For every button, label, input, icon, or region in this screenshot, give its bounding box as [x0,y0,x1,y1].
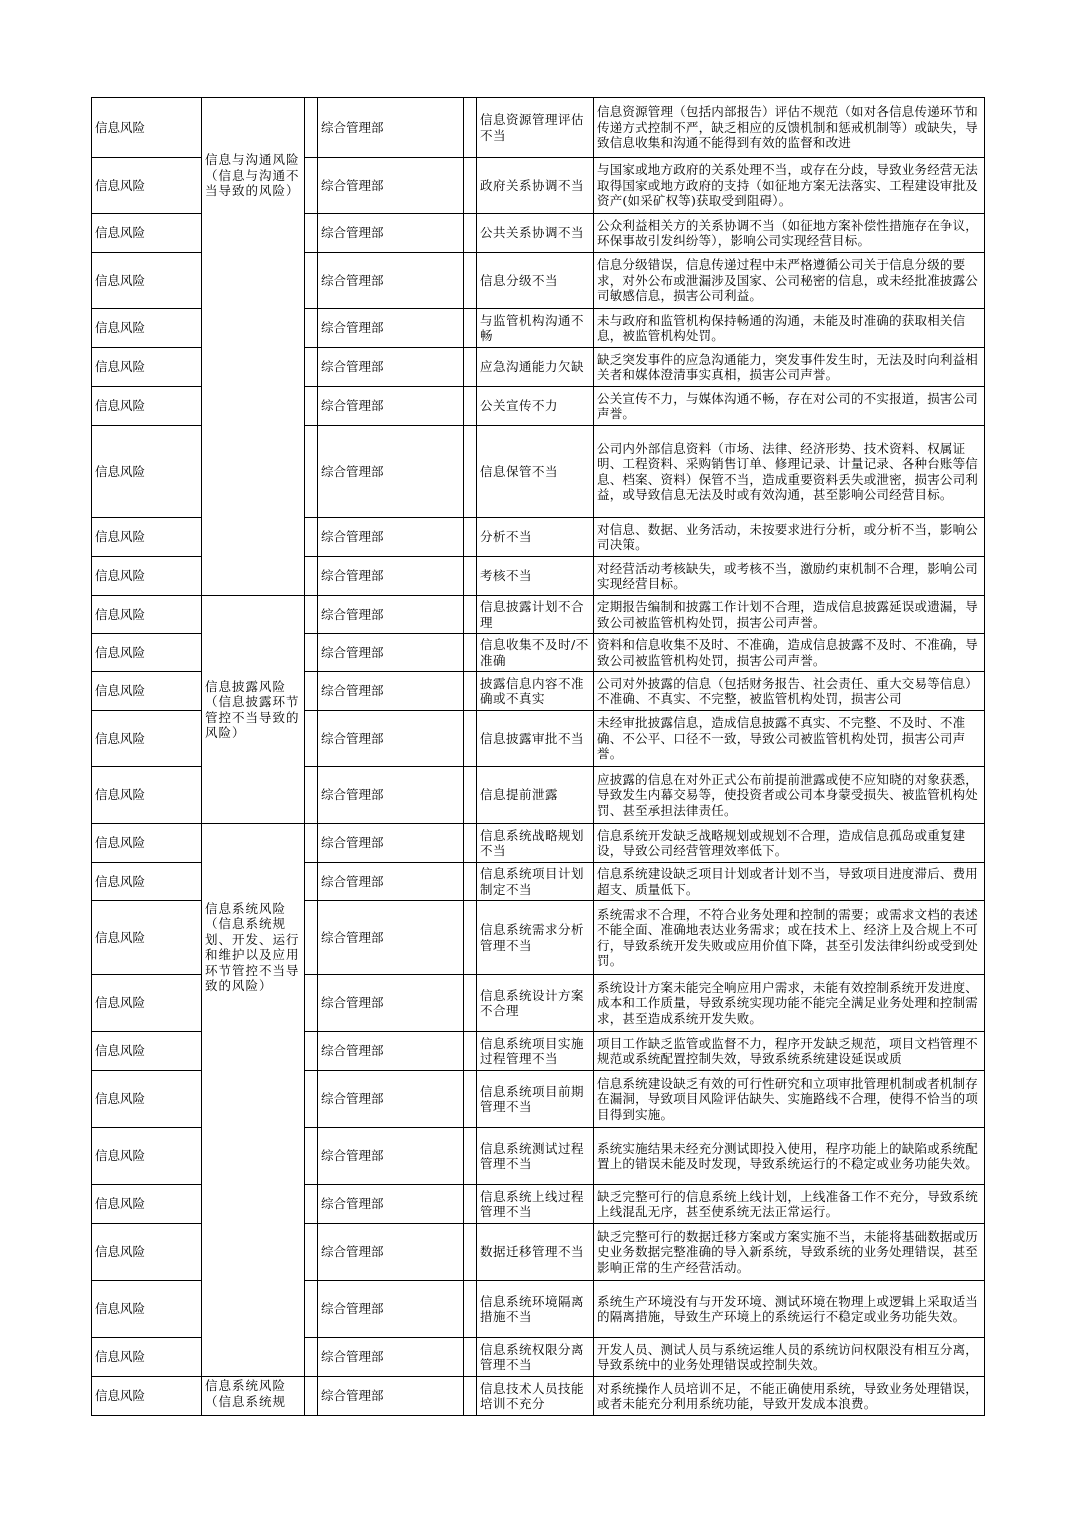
spacer-cell [464,1128,477,1185]
risk-category-cell: 信息风险 [92,309,202,348]
spacer-cell [464,634,477,672]
spacer-cell [464,518,477,557]
spacer-cell [464,596,477,634]
spacer-cell [464,1338,477,1377]
risk-category-cell: 信息风险 [92,634,202,672]
risk-item-cell: 信息提前泄露 [477,767,594,824]
risk-category-cell: 信息风险 [92,863,202,901]
spacer-cell [464,672,477,711]
risk-description-cell: 信息资源管理（包括内部报告）评估不规范（如对各信息传递环节和传递方式控制不严，缺乏相应的反馈机制和惩戒机制等）或缺失，导致信息收集和沟通不能得到有效的监督和改进 [594,98,985,158]
risk-category-cell: 信息风险 [92,1071,202,1128]
risk-item-cell: 披露信息内容不准确或不真实 [477,672,594,711]
risk-group-cell: 信息披露风险（信息披露环节管控不当导致的风险） [202,596,305,824]
spacer-cell [464,214,477,253]
risk-description-cell: 缺乏突发事件的应急沟通能力，突发事件发生时，无法及时向利益相关者和媒体澄清事实真相，损害公司声誉。 [594,348,985,387]
department-cell: 综合管理部 [318,557,464,596]
spacer-cell [464,1224,477,1281]
department-cell: 综合管理部 [318,1224,464,1281]
risk-item-cell: 信息披露计划不合理 [477,596,594,634]
spacer-cell [305,309,318,348]
department-cell: 综合管理部 [318,1338,464,1377]
risk-item-cell: 信息系统需求分析管理不当 [477,901,594,975]
risk-item-cell: 信息系统项目前期管理不当 [477,1071,594,1128]
spacer-cell [305,824,318,863]
table-row [92,596,985,634]
risk-item-cell: 数据迁移管理不当 [477,1224,594,1281]
department-cell: 综合管理部 [318,863,464,901]
department-cell: 综合管理部 [318,158,464,214]
risk-category-cell: 信息风险 [92,596,202,634]
spacer-cell [305,1338,318,1377]
table-row [92,1071,985,1128]
risk-category-cell: 信息风险 [92,348,202,387]
risk-description-cell: 未与政府和监管机构保持畅通的沟通，未能及时准确的获取相关信息，被监管机构处罚。 [594,309,985,348]
department-cell: 综合管理部 [318,824,464,863]
department-cell: 综合管理部 [318,98,464,158]
risk-category-cell: 信息风险 [92,1377,202,1416]
risk-item-cell: 公关宣传不力 [477,387,594,426]
department-cell: 综合管理部 [318,901,464,975]
spacer-cell [464,824,477,863]
risk-item-cell: 信息系统项目计划制定不当 [477,863,594,901]
spacer-cell [464,253,477,309]
spacer-cell [464,1071,477,1128]
risk-description-cell: 项目工作缺乏监管或监督不力，程序开发缺乏规范，项目文档管理不规范或系统配置控制失效，导致系统系统建设延误或质 [594,1032,985,1071]
spacer-cell [305,863,318,901]
risk-category-cell: 信息风险 [92,1128,202,1185]
spacer-cell [464,1032,477,1071]
risk-item-cell: 应急沟通能力欠缺 [477,348,594,387]
risk-category-cell: 信息风险 [92,1338,202,1377]
spacer-cell [464,711,477,767]
risk-category-cell: 信息风险 [92,214,202,253]
spacer-cell [305,98,318,158]
risk-item-cell: 信息系统测试过程管理不当 [477,1128,594,1185]
spacer-cell [305,387,318,426]
risk-item-cell: 信息收集不及时/不准确 [477,634,594,672]
risk-item-cell: 信息系统环境隔离措施不当 [477,1281,594,1338]
spacer-cell [464,767,477,824]
spacer-cell [305,518,318,557]
spacer-cell [305,1032,318,1071]
risk-item-cell: 信息系统设计方案不合理 [477,975,594,1032]
spacer-cell [464,863,477,901]
risk-category-cell: 信息风险 [92,824,202,863]
department-cell: 综合管理部 [318,634,464,672]
risk-category-cell: 信息风险 [92,158,202,214]
department-cell: 综合管理部 [318,348,464,387]
department-cell: 综合管理部 [318,518,464,557]
spacer-cell [305,975,318,1032]
spacer-cell [464,975,477,1032]
risk-category-cell: 信息风险 [92,672,202,711]
risk-description-cell: 定期报告编制和披露工作计划不合理，造成信息披露延误或遗漏，导致公司被监管机构处罚，损害公司声誉。 [594,596,985,634]
spacer-cell [305,348,318,387]
department-cell: 综合管理部 [318,711,464,767]
risk-group-cell [202,253,305,596]
risk-category-cell: 信息风险 [92,901,202,975]
risk-group-cell [202,1071,305,1377]
department-cell: 综合管理部 [318,253,464,309]
risk-description-cell: 信息系统开发缺乏战略规划或规划不合理，造成信息孤岛或重复建设，导致公司经营管理效率低下。 [594,824,985,863]
table-row [92,98,985,158]
spacer-cell [305,901,318,975]
department-cell: 综合管理部 [318,1377,464,1416]
department-cell: 综合管理部 [318,426,464,518]
department-cell: 综合管理部 [318,214,464,253]
department-cell: 综合管理部 [318,672,464,711]
risk-item-cell: 分析不当 [477,518,594,557]
risk-description-cell: 公司内外部信息资料（市场、法律、经济形势、技术资料、权属证明、工程资料、采购销售订单、修理记录、计量记录、各种台账等信息、档案、资料）保管不当，造成重要资料丢失或泄密，损害公司利益，或导致信息无法及时或有效沟通，甚至影响公司经营目标。 [594,426,985,518]
risk-description-cell: 公司对外披露的信息（包括财务报告、社会责任、重大交易等信息）不准确、不真实、不完整，被监管机构处罚，损害公司 [594,672,985,711]
department-cell: 综合管理部 [318,1185,464,1224]
spacer-cell [305,214,318,253]
spacer-cell [305,253,318,309]
risk-item-cell: 信息资源管理评估不当 [477,98,594,158]
risk-item-cell: 考核不当 [477,557,594,596]
department-cell: 综合管理部 [318,596,464,634]
risk-category-cell: 信息风险 [92,387,202,426]
risk-item-cell: 信息系统权限分离管理不当 [477,1338,594,1377]
risk-group-cell: 信息系统风险（信息系统规划、开发、运行和维护以及应用环节管控不当导致的风险） [202,824,305,1071]
risk-description-cell: 系统生产环境没有与开发环境、测试环境在物理上或逻辑上采取适当的隔离措施，导致生产环境上的系统运行不稳定或业务功能失效。 [594,1281,985,1338]
risk-item-cell: 政府关系协调不当 [477,158,594,214]
risk-description-cell: 对系统操作人员培训不足，不能正确使用系统，导致业务处理错误，或者未能充分利用系统功能，导致开发成本浪费。 [594,1377,985,1416]
spacer-cell [464,348,477,387]
risk-item-cell: 信息系统上线过程管理不当 [477,1185,594,1224]
spacer-cell [464,1377,477,1416]
risk-description-cell: 系统需求不合理，不符合业务处理和控制的需要；或需求文档的表述不能全面、准确地表达业务需求；或在技术上、经济上及合规上不可行，导致系统开发失败或应用价值下降，甚至引发法律纠纷或受到处罚。 [594,901,985,975]
risk-category-cell: 信息风险 [92,98,202,158]
risk-item-cell: 与监管机构沟通不畅 [477,309,594,348]
risk-item-cell: 信息分级不当 [477,253,594,309]
risk-description-cell: 缺乏完整可行的数据迁移方案或方案实施不当，未能将基础数据或历史业务数据完整准确的导入新系统，导致系统的业务处理错误，甚至影响正常的生产经营活动。 [594,1224,985,1281]
spacer-cell [305,1377,318,1416]
risk-description-cell: 对经营活动考核缺失，或考核不当，激励约束机制不合理，影响公司实现经营目标。 [594,557,985,596]
table-row [92,824,985,863]
spacer-cell [464,426,477,518]
risk-category-cell: 信息风险 [92,1224,202,1281]
risk-description-cell: 系统实施结果未经充分测试即投入使用，程序功能上的缺陷或系统配置上的错误未能及时发现，导致系统运行的不稳定或业务功能失效。 [594,1128,985,1185]
department-cell: 综合管理部 [318,387,464,426]
risk-item-cell: 信息系统项目实施过程管理不当 [477,1032,594,1071]
spacer-cell [464,309,477,348]
risk-category-cell: 信息风险 [92,711,202,767]
department-cell: 综合管理部 [318,1128,464,1185]
spacer-cell [305,426,318,518]
risk-table [91,97,985,1416]
department-cell: 综合管理部 [318,975,464,1032]
risk-description-cell: 开发人员、测试人员与系统运维人员的系统访问权限没有相互分离，导致系统中的业务处理错误或控制失效。 [594,1338,985,1377]
risk-description-cell: 未经审批披露信息，造成信息披露不真实、不完整、不及时、不准确、不公平、口径不一致，导致公司被监管机构处罚，损害公司声誉。 [594,711,985,767]
risk-category-cell: 信息风险 [92,518,202,557]
spacer-cell [464,901,477,975]
spacer-cell [305,1281,318,1338]
spacer-cell [464,557,477,596]
risk-description-cell: 公关宣传不力，与媒体沟通不畅，存在对公司的不实报道，损害公司声誉。 [594,387,985,426]
risk-group-cell: 信息系统风险（信息系统规 [202,1377,305,1416]
risk-item-cell: 信息保管不当 [477,426,594,518]
spacer-cell [305,1185,318,1224]
risk-category-cell: 信息风险 [92,767,202,824]
risk-item-cell: 信息技术人员技能培训不充分 [477,1377,594,1416]
risk-description-cell: 系统设计方案未能完全响应用户需求，未能有效控制系统开发进度、成本和工作质量，导致系统实现功能不能完全满足业务处理和控制需求，甚至造成系统开发失败。 [594,975,985,1032]
department-cell: 综合管理部 [318,1071,464,1128]
department-cell: 综合管理部 [318,1032,464,1071]
spacer-cell [464,98,477,158]
spacer-cell [464,1185,477,1224]
risk-group-cell: 信息与沟通风险（信息与沟通不当导致的风险） [202,98,305,253]
risk-description-cell: 信息系统建设缺乏有效的可行性研究和立项审批管理机制或者机制存在漏洞，导致项目风险评估缺失、实施路线不合理，使得不恰当的项目得到实施。 [594,1071,985,1128]
risk-category-cell: 信息风险 [92,253,202,309]
spacer-cell [305,1128,318,1185]
risk-description-cell: 公众利益相关方的关系协调不当（如征地方案补偿性措施存在争议，环保事故引发纠纷等），影响公司实现经营目标。 [594,214,985,253]
spacer-cell [305,634,318,672]
spacer-cell [464,158,477,214]
risk-category-cell: 信息风险 [92,1032,202,1071]
risk-category-cell: 信息风险 [92,975,202,1032]
risk-description-cell: 信息分级错误，信息传递过程中未严格遵循公司关于信息分级的要求，对外公布或泄漏涉及国家、公司秘密的信息，或未经批准披露公司敏感信息，损害公司利益。 [594,253,985,309]
risk-description-cell: 信息系统建设缺乏项目计划或者计划不当，导致项目进度滞后、费用超支、质量低下。 [594,863,985,901]
table-row [92,253,985,309]
risk-item-cell: 信息系统战略规划不当 [477,824,594,863]
spacer-cell [464,387,477,426]
spacer-cell [305,1224,318,1281]
spacer-cell [305,158,318,214]
spacer-cell [305,596,318,634]
spacer-cell [464,1281,477,1338]
spacer-cell [305,1071,318,1128]
risk-description-cell: 对信息、数据、业务活动，未按要求进行分析，或分析不当，影响公司决策。 [594,518,985,557]
department-cell: 综合管理部 [318,1281,464,1338]
risk-category-cell: 信息风险 [92,1185,202,1224]
risk-category-cell: 信息风险 [92,426,202,518]
table-row [92,1377,985,1416]
risk-description-cell: 应披露的信息在对外正式公布前提前泄露或使不应知晓的对象获悉，导致发生内幕交易等，使投资者或公司本身蒙受损失、被监管机构处罚、甚至承担法律责任。 [594,767,985,824]
risk-category-cell: 信息风险 [92,557,202,596]
risk-description-cell: 缺乏完整可行的信息系统上线计划，上线准备工作不充分，导致系统上线混乱无序，甚至使系统无法正常运行。 [594,1185,985,1224]
risk-category-cell: 信息风险 [92,1281,202,1338]
spacer-cell [305,557,318,596]
department-cell: 综合管理部 [318,309,464,348]
department-cell: 综合管理部 [318,767,464,824]
risk-item-cell: 信息披露审批不当 [477,711,594,767]
risk-description-cell: 与国家或地方政府的关系处理不当，或存在分歧，导致业务经营无法取得国家或地方政府的支持（如征地方案无法落实、工程建设审批及资产(如采矿权等)获取受到阻碍）。 [594,158,985,214]
risk-item-cell: 公共关系协调不当 [477,214,594,253]
spacer-cell [305,711,318,767]
risk-description-cell: 资料和信息收集不及时、不准确，造成信息披露不及时、不准确，导致公司被监管机构处罚，损害公司声誉。 [594,634,985,672]
spacer-cell [305,767,318,824]
spacer-cell [305,672,318,711]
